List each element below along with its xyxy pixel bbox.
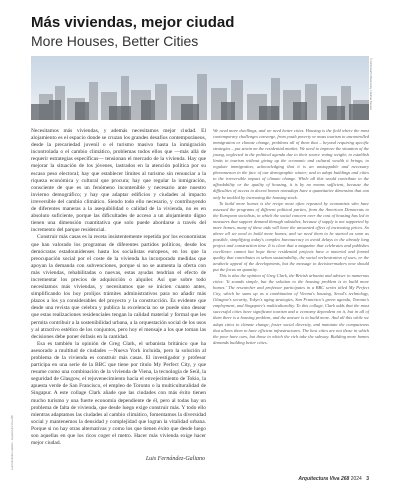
english-paragraph-2: To build more homes is the recipe most often repeated by economists who have assessed the programs of different political parties, from the American Democrats to the European socialists, in which the social concern over the cost of housing has led to measures that support demand through subsidies, because if supply is not supported by more homes, many of these aids will have the unwanted effect of increasing prices. So above all we need to build more homes, and we need them to be started as soon as possible, simplifying today's complex bureaucracy to avoid delays to the already long project and construction time. It is clear that a magazine that celebrates and publishes excellence cannot but hope these residential projects have a material and formal quality that contributes to urban sustainability, the social orchestration of uses, or the aesthetic appeal of the developments, but the message to decision-makers now should put the focus on quantity.: [213, 200, 369, 273]
spanish-column: [31, 128, 206, 447]
english-paragraph-1: We need more dwellings, and we need better cities. Housing is the field where the most contemporary challenges converge, from youth poverty or mass tourism to uncontrolled immigration or climate change, problems all of them that – beyond requiring specific strategies – put strain on the residential market. We need to improve the situation of the young, neglected in the political agenda due to their scarce voting weight; to establish limits to tourism without giving up the economic and cultural wealth it brings; to regulate immigration, acknowledging that it is an unstoppable and necessary phenomenon in the face of our demographic winter; and to adapt buildings and cities to the irreversible impact of climate change. While all this would contribute to the affordability or the quality of housing, it is by no means sufficient, because the difficulties of access to decent homes nowadays have a quantitative dimension that can only be tackled by increasing the housing stock.: [213, 128, 369, 200]
city-skyline-photo: [31, 56, 369, 120]
spanish-paragraph-2: Construir más casas es la receta insistentemente repetida por los economistas que han valorado los programas de diferentes partidos políticos, desde los demócratas estadounidenses hasta los socialistas europeos, en los que la preocupación social por el coste de la vivienda ha incorporado medidas que apoyan la demanda con subvenciones, porque si no se aumenta la oferta con más viviendas, rehabilitadas o nuevas, estas ayudas tendrían el efecto de incrementar los precios de adquisición o alquiler. Así que sobre todo necesitamos más viviendas, y necesitamos que se inicien cuanto antes, simplificando los hoy prolijos trámites administrativos para no añadir más plazos a los ya considerables del proyecto y la construcción. Es evidente que desde una revista que celebra y publica la excelencia no se puede sino desear que estas realizaciones residenciales tengan la calidad material y formal que les permita contribuir a la sostenibilidad urbana, a la orquestación social de los usos y al atractivo estético de los conjuntos, pero hoy el mensaje a los que toman las decisiones debe poner énfasis en la cantidad.: [31, 234, 207, 340]
title-spanish: Más viviendas, mejor ciudad: [31, 14, 235, 31]
spanish-paragraph-1: Necesitamos más viviendas, y además necesitamos mejor ciudad. El alojamiento es el espacio donde se cruzan los grandes desafíos contemporáneos, desde la precariedad juvenil o el turismo masivo hasta la inmigración incontrolada o el cambio climático, problemas todos ellos que —más allá de requerir estrategias específicas— tensionan el mercado de la vivienda. Hay que mejorar la situación de los jóvenes, lastrados en la atención política por su escaso peso electoral; hay que establecer límites al turismo sin renunciar a la riqueza económica y cultural que procura; hay que regular la inmigración, consciente de que es un fenómeno incontenible y necesario ante nuestro invierno demográfico; y hay que adaptar edificios y ciudades al impacto irreversible del cambio climático. Siendo todo ello necesario, y contribuyendo de diferentes maneras a la asequibilidad o calidad de la vivienda, no es en absoluto suficiente, porque las dificultades de acceso a un alojamiento digno tienen una dimensión cuantitativa que solo puede abordarse a través del incremento del parque residencial.: [31, 128, 206, 234]
title-english: More Houses, Better Cities: [31, 33, 199, 49]
photo-credit: © NASA Earth Observatory / Joshua Stevens: [369, 58, 372, 110]
author-signature: Luis Fernández-Galiano: [145, 456, 205, 462]
page-number: 3: [366, 476, 369, 482]
spanish-paragraph-3: Esa es también la opinión de Greg Clark, el urbanista británico que ha asesorado a multitud de ciudades —Nueva York incluida, pero la solución al problema de la vivienda es construir más casas. El investigador y profesor participa en una serie de la BBC que tiene por título My Perfect City, y que resume como una combinación de la vivienda de Viena, la tecnología de Seúl, la seguridad de Glasgow, el rejuvenecimiento hacia el envejecimiento de Tokio, la apuesta verde de San Francisco, el empleo de Toronto o la multiculturalidad de Singapur. A este collage Clark añade que las ciudades con más éxito tienen mucho turismo y una fuerte economía dependiente de él, pero al todas hay un problema de falta de vivienda, que desde luego exige construir más. Y todo ello mientras adaptamos las ciudades al cambio climático, fomentamos la diversidad social y mantenemos la densidad y complejidad que logran la vitalidad urbana. Porque si no hay otras alternativas y como los que tienen éxito que desde luego son aquellas en que los ricos coger el metro. Hacer más vivienda exige hacer mejor ciudad.: [31, 340, 206, 447]
magazine-name: Arquitectura Viva 268: [298, 476, 350, 482]
page-footer: [298, 476, 369, 482]
issue-year: 2024: [350, 476, 362, 482]
english-paragraph-3: This is also the opinion of Greg Clark, the British urbanist and adviser to numerous cities: 'It sounds simple, but the solution to the housing problem is to build more homes.' The researcher and professor participates in a BBC series titled My Perfect City, which he sums up as a combination of Vienna's housing, Seoul's technology, Glasgow's security, Tokyo's aging strategies, San Francisco's green agenda, Toronto's employment, and Singapore's multiculturality. To this collage, Clark adds that the most successful cities have significant tourism and a economy dependent on it, but in all of them there is a housing problem, and the answer is to build more. And all this while we adapt cities to climate change, foster social diversity, and maintain the compactness that allows them to have efficient infrastructures. The best cities are not those in which the poor have cars, but those in which the rich take the subway. Building more homes demands building better cities.: [213, 273, 369, 345]
side-note: Luis Fernández-Galiano · Arquitectura Viva 268: [11, 415, 14, 470]
english-column: [213, 128, 369, 346]
article-heading: [31, 14, 361, 49]
skyline-image: [31, 56, 369, 120]
